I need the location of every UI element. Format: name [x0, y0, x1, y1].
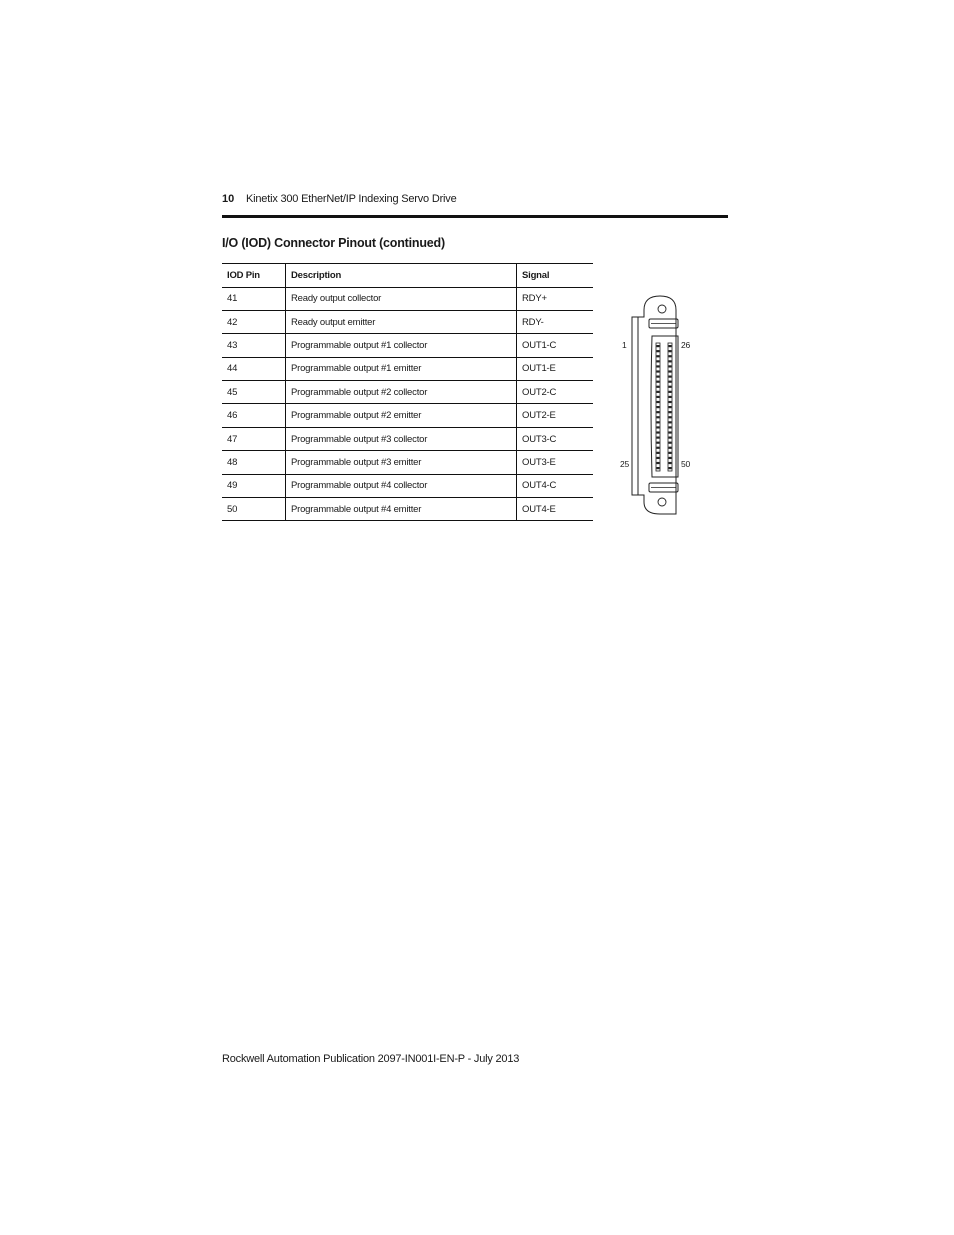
- pin-26: [669, 345, 672, 347]
- pin-label-26: 26: [681, 340, 691, 350]
- pin-35: [669, 391, 672, 393]
- pin-40: [669, 416, 672, 418]
- pin-49: [669, 462, 672, 464]
- pin-cell: 46: [222, 404, 286, 427]
- signal-cell: RDY-: [517, 310, 594, 333]
- description-cell: Programmable output #4 collector: [286, 474, 517, 497]
- bottom-screw-hole-icon: [658, 498, 666, 506]
- pin-27: [669, 350, 672, 352]
- table-row: [222, 357, 593, 380]
- pin-17: [657, 426, 660, 428]
- table-row: [222, 310, 593, 333]
- pin-28: [669, 355, 672, 357]
- pin-18: [657, 431, 660, 433]
- pin-34: [669, 386, 672, 388]
- page-header: [222, 193, 728, 218]
- pin-3: [657, 355, 660, 357]
- pin-9: [657, 386, 660, 388]
- pin-5: [657, 365, 660, 367]
- signal-cell: OUT1-C: [517, 334, 594, 357]
- pin-7: [657, 376, 660, 378]
- pin-24: [657, 462, 660, 464]
- column-header-signal: Signal: [517, 264, 594, 288]
- pin-33: [669, 381, 672, 383]
- pin-14: [657, 411, 660, 413]
- pin-cell: 48: [222, 451, 286, 474]
- table-row: [222, 427, 593, 450]
- description-cell: Programmable output #1 collector: [286, 334, 517, 357]
- signal-cell: OUT3-E: [517, 451, 594, 474]
- pin-2: [657, 350, 660, 352]
- pin-10: [657, 391, 660, 393]
- pin-42: [669, 426, 672, 428]
- pin-32: [669, 376, 672, 378]
- pin-29: [669, 360, 672, 362]
- page-number: 10: [222, 193, 235, 205]
- pin-31: [669, 370, 672, 372]
- table-row: [222, 498, 593, 521]
- description-cell: Ready output emitter: [286, 310, 517, 333]
- pin-46: [669, 447, 672, 449]
- pin-cell: 43: [222, 334, 286, 357]
- pin-cell: 41: [222, 287, 286, 310]
- pin-36: [669, 396, 672, 398]
- pin-column-1-25: [656, 343, 660, 471]
- table-row: [222, 474, 593, 497]
- description-cell: Ready output collector: [286, 287, 517, 310]
- pin-cell: 50: [222, 498, 286, 521]
- signal-cell: RDY+: [517, 287, 594, 310]
- pin-13: [657, 406, 660, 408]
- connector-drawing: [612, 292, 702, 517]
- table-row: [222, 287, 593, 310]
- document-title: Kinetix 300 EtherNet/IP Indexing Servo Drive: [246, 193, 457, 205]
- contact-housing: [651, 336, 678, 477]
- pin-43: [669, 431, 672, 433]
- pin-cell: 49: [222, 474, 286, 497]
- pin-19: [657, 437, 660, 439]
- description-cell: Programmable output #3 collector: [286, 427, 517, 450]
- table-header-row: [222, 264, 593, 288]
- pin-label-50: 50: [681, 459, 691, 469]
- pin-20: [657, 442, 660, 444]
- pinout-table: [222, 263, 593, 521]
- signal-cell: OUT1-E: [517, 357, 594, 380]
- pin-47: [669, 452, 672, 454]
- signal-cell: OUT2-E: [517, 404, 594, 427]
- pin-4: [657, 360, 660, 362]
- pin-48: [669, 457, 672, 459]
- pin-45: [669, 442, 672, 444]
- pin-8: [657, 381, 660, 383]
- pin-cell: 44: [222, 357, 286, 380]
- pin-cell: 47: [222, 427, 286, 450]
- pin-22: [657, 452, 660, 454]
- table-row: [222, 451, 593, 474]
- pin-41: [669, 421, 672, 423]
- description-cell: Programmable output #3 emitter: [286, 451, 517, 474]
- signal-cell: OUT3-C: [517, 427, 594, 450]
- column-header-description: Description: [286, 264, 517, 288]
- pin-16: [657, 421, 660, 423]
- signal-cell: OUT4-C: [517, 474, 594, 497]
- pin-38: [669, 406, 672, 408]
- top-screw-hole-icon: [658, 305, 666, 313]
- connector-shell: [632, 296, 676, 514]
- section-title: I/O (IOD) Connector Pinout (continued): [222, 236, 445, 250]
- column-header-pin: IOD Pin: [222, 264, 286, 288]
- table-row: [222, 381, 593, 404]
- pin-cell: 45: [222, 381, 286, 404]
- pin-37: [669, 401, 672, 403]
- pin-15: [657, 416, 660, 418]
- description-cell: Programmable output #4 emitter: [286, 498, 517, 521]
- pin-11: [657, 396, 660, 398]
- pin-21: [657, 447, 660, 449]
- pin-23: [657, 457, 660, 459]
- pin-50: [669, 467, 672, 469]
- pin-6: [657, 370, 660, 372]
- page-footer: Rockwell Automation Publication 2097-IN001I-EN-P - July 2013: [222, 1053, 520, 1065]
- signal-cell: OUT2-C: [517, 381, 594, 404]
- pin-44: [669, 437, 672, 439]
- description-cell: Programmable output #1 emitter: [286, 357, 517, 380]
- pin-39: [669, 411, 672, 413]
- table-row: [222, 334, 593, 357]
- table-row: [222, 404, 593, 427]
- pin-column-26-50: [668, 343, 672, 471]
- pin-label-25: 25: [620, 459, 630, 469]
- signal-cell: OUT4-E: [522, 503, 556, 515]
- pin-30: [669, 365, 672, 367]
- pin-25: [657, 467, 660, 469]
- pin-label-1: 1: [622, 340, 627, 350]
- description-cell: Programmable output #2 emitter: [286, 404, 517, 427]
- description-cell: Programmable output #2 collector: [286, 381, 517, 404]
- pin-cell: 42: [222, 310, 286, 333]
- pin-1: [657, 345, 660, 347]
- iod-connector-diagram: [612, 292, 702, 517]
- pin-12: [657, 401, 660, 403]
